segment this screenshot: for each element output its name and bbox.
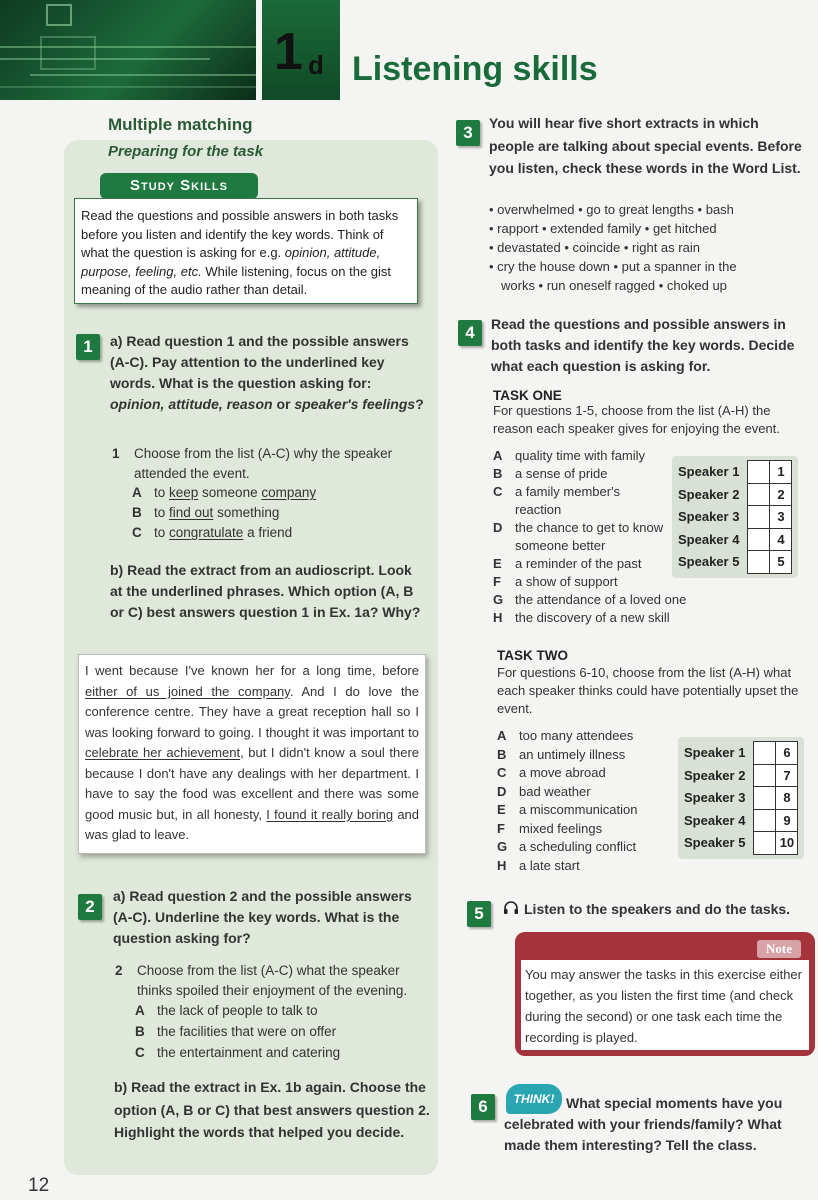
exercise-1b-instruction: b) Read the extract from an audioscript. Look at the underlined phrases. Which option (A, B or C) best answers question 1 in Ex. 1a? Why? bbox=[110, 562, 421, 620]
answer-box[interactable] bbox=[748, 551, 770, 574]
unit-number-block bbox=[262, 0, 340, 100]
exercise-1-options bbox=[132, 483, 422, 543]
list-item: E a miscommunication bbox=[497, 802, 638, 817]
word-list: • overwhelmed • go to great lengths • bash • rapport • extended family • get hitched • devastated • coincide • right as rain • cry the house down • put a spanner in the works • run oneself ragged • choked up bbox=[489, 202, 737, 293]
unit-number: 1 bbox=[274, 23, 301, 81]
task-one-title: TASK ONE bbox=[493, 388, 562, 403]
list-item: B the facilities that were on offer bbox=[135, 1024, 337, 1039]
exercise-2-options bbox=[135, 1000, 425, 1063]
list-item: D the chance to get to know someone better bbox=[493, 520, 664, 553]
study-skills-badge: Study Skills bbox=[100, 173, 258, 199]
task-two-answer-grid: Speaker 1 6 Speaker 2 7 Speaker 3 8 Speaker 4 9 Speaker 5 10 bbox=[678, 737, 804, 859]
list-item: C a move abroad bbox=[497, 765, 606, 780]
list-item: H the discovery of a new skill bbox=[493, 610, 670, 625]
answer-box[interactable] bbox=[748, 461, 770, 484]
note-text: You may answer the tasks in this exercise either together, as you listen the first time (and check during the second) or one task each time the recording is played. bbox=[521, 960, 809, 1050]
note-label: Note bbox=[757, 940, 801, 958]
list-item: A to keep someone company bbox=[132, 485, 317, 500]
list-item: G the attendance of a loved one bbox=[493, 592, 687, 607]
think-badge: THINK! bbox=[506, 1084, 562, 1114]
list-item: C to congratulate a friend bbox=[132, 525, 293, 540]
exercise-5-instruction: Listen to the speakers and do the tasks. bbox=[524, 901, 791, 917]
answer-box[interactable] bbox=[748, 483, 770, 506]
list-item: G a scheduling conflict bbox=[497, 839, 637, 854]
list-item: B to find out something bbox=[132, 505, 280, 520]
list-item: B an untimely illness bbox=[497, 746, 626, 762]
headphones-icon bbox=[503, 900, 519, 916]
exercise-3-instruction: You will hear five short extracts in which people are talking about special events. Before you listen, check these words in the Word List. bbox=[489, 115, 802, 176]
section-heading: Multiple matching bbox=[108, 115, 253, 134]
exercise-4-instruction: Read the questions and possible answers in both tasks and identify the key words. Decide what each question is asking for. bbox=[491, 316, 795, 374]
header-graphic bbox=[0, 0, 256, 100]
page-title: Listening skills bbox=[352, 50, 598, 88]
exercise-1a-instruction: a) Read question 1 and the possible answers (A-C). Pay attention to the underlined key words. What is the question asking for: opinion, attitude, reason or speaker's feelings? bbox=[110, 333, 424, 412]
list-item: B a sense of pride bbox=[493, 466, 608, 481]
exercise-4-badge: 4 bbox=[458, 320, 482, 346]
answer-box[interactable] bbox=[754, 832, 776, 855]
answer-box[interactable] bbox=[748, 506, 770, 529]
exercise-1-question: 1 Choose from the list (A-C) why the speaker attended the event. bbox=[112, 446, 393, 481]
list-item: H a late start bbox=[497, 857, 580, 873]
task-one-text: For questions 1-5, choose from the list (A-H) the reason each speaker gives for enjoying the event. bbox=[493, 403, 780, 436]
list-item: E a reminder of the past bbox=[493, 556, 642, 571]
task-two-options bbox=[497, 727, 677, 875]
answer-box[interactable] bbox=[754, 764, 776, 787]
exercise-2-question: 2 Choose from the list (A-C) what the speaker thinks spoiled their enjoyment of the evening. bbox=[115, 963, 408, 998]
list-item: A the lack of people to talk to bbox=[135, 1003, 318, 1018]
unit-letter: d bbox=[308, 50, 324, 80]
answer-box[interactable] bbox=[754, 809, 776, 832]
page-number: 12 bbox=[28, 1175, 50, 1196]
task-two-title: TASK TWO bbox=[497, 648, 568, 663]
list-item: C a family member's reaction bbox=[493, 484, 621, 517]
list-item: A quality time with family bbox=[493, 448, 646, 463]
exercise-6-instruction: What special moments have you celebrated with your friends/family? What made them interesting? Tell the class. bbox=[504, 1095, 783, 1153]
answer-box[interactable] bbox=[754, 742, 776, 765]
list-item: C the entertainment and catering bbox=[135, 1045, 341, 1060]
answer-box[interactable] bbox=[748, 528, 770, 551]
exercise-2b-instruction: b) Read the extract in Ex. 1b again. Choose the option (A, B or C) that best answers question 2. Highlight the words that helped you decide. bbox=[114, 1079, 430, 1140]
task-one-answer-grid: Speaker 1 1 Speaker 2 2 Speaker 3 3 Speaker 4 4 Speaker 5 5 bbox=[672, 456, 798, 578]
list-item: F mixed feelings bbox=[497, 820, 603, 836]
exercise-5-badge: 5 bbox=[467, 901, 491, 927]
list-item: F a show of support bbox=[493, 574, 618, 589]
answer-box[interactable] bbox=[754, 787, 776, 810]
study-skills-box: Read the questions and possible answers in both tasks before you listen and identify the key words. Think of what the question is asking for e.g. opinion, attitude, purpose, feeling, etc. While listening, focus on the gist meaning of the audio rather than detail. bbox=[74, 198, 418, 304]
list-item: D bad weather bbox=[497, 783, 591, 799]
list-item: A too many attendees bbox=[497, 728, 634, 743]
audioscript-extract: I went because I've known her for a long time, before either of us joined the company. And I do love the conference centre. They have a great reception hall so I was looking forward to going. I thought it was important to celebrate her achievement, but I didn't know a soul there because I don't have any dealings with her department. I have to say the food was excellent and there was some good music but, in all honesty, I found it really boring and was glad to leave. bbox=[78, 654, 426, 854]
exercise-2-badge: 2 bbox=[78, 894, 102, 920]
task-one-options bbox=[493, 447, 687, 627]
exercise-6-badge: 6 bbox=[471, 1094, 495, 1120]
exercise-3-badge: 3 bbox=[456, 120, 480, 146]
task-two-text: For questions 6-10, choose from the list (A-H) what each speaker thinks could have potentially upset the event. bbox=[497, 665, 799, 716]
exercise-1-badge: 1 bbox=[76, 334, 100, 360]
exercise-2a-instruction: a) Read question 2 and the possible answers (A-C). Underline the key words. What is the question asking for? bbox=[113, 888, 412, 946]
section-subheading: Preparing for the task bbox=[108, 143, 264, 160]
